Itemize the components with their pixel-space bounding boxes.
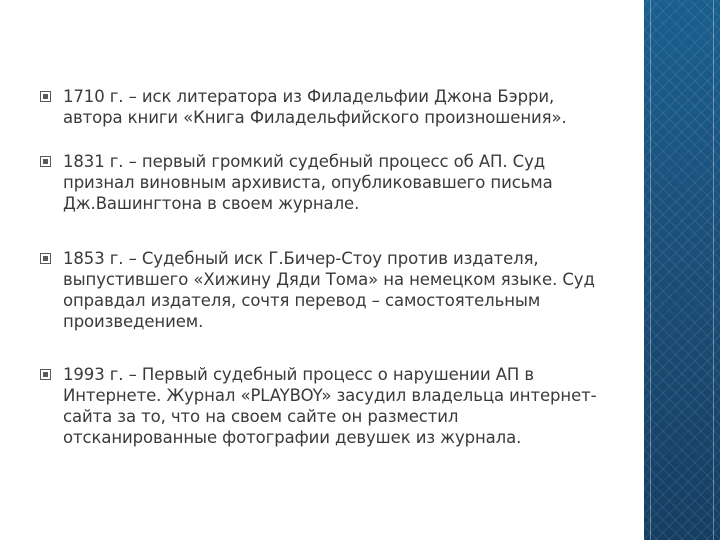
panel-pattern [644,0,720,540]
square-bullet-icon [40,253,51,264]
panel-line-left [650,0,651,540]
square-bullet-icon [40,91,51,102]
bullet-list [40,86,600,471]
panel-line-right [713,0,714,540]
bullet-text: 1831 г. – первый громкий судебный процесс об АП. Суд признал виновным архивиста, опубликовавшего письма Дж.Вашингтона в своем журнале. [63,152,553,213]
square-bullet-icon [40,369,51,380]
square-bullet-icon [40,156,51,167]
decorative-side-panel [644,0,720,540]
list-item [40,151,600,214]
bullet-text: 1710 г. – иск литератора из Филадельфии Джона Бэрри, автора книги «Книга Филадельфийского произношения». [63,87,567,127]
bullet-text: 1993 г. – Первый судебный процесс о нарушении АП в Интернете. Журнал «PLAYBOY» засудил владельца интернет-сайта за то, что на своем сайте он разместил отсканированные фотографии девушек из журнала. [63,365,597,447]
list-item [40,364,600,448]
list-item [40,248,600,332]
list-item [40,86,600,128]
bullet-text: 1853 г. – Судебный иск Г.Бичер-Стоу против издателя, выпустившего «Хижину Дяди Тома» на немецком языке. Суд оправдал издателя, сочтя перевод – самостоятельным произведением. [63,249,595,331]
